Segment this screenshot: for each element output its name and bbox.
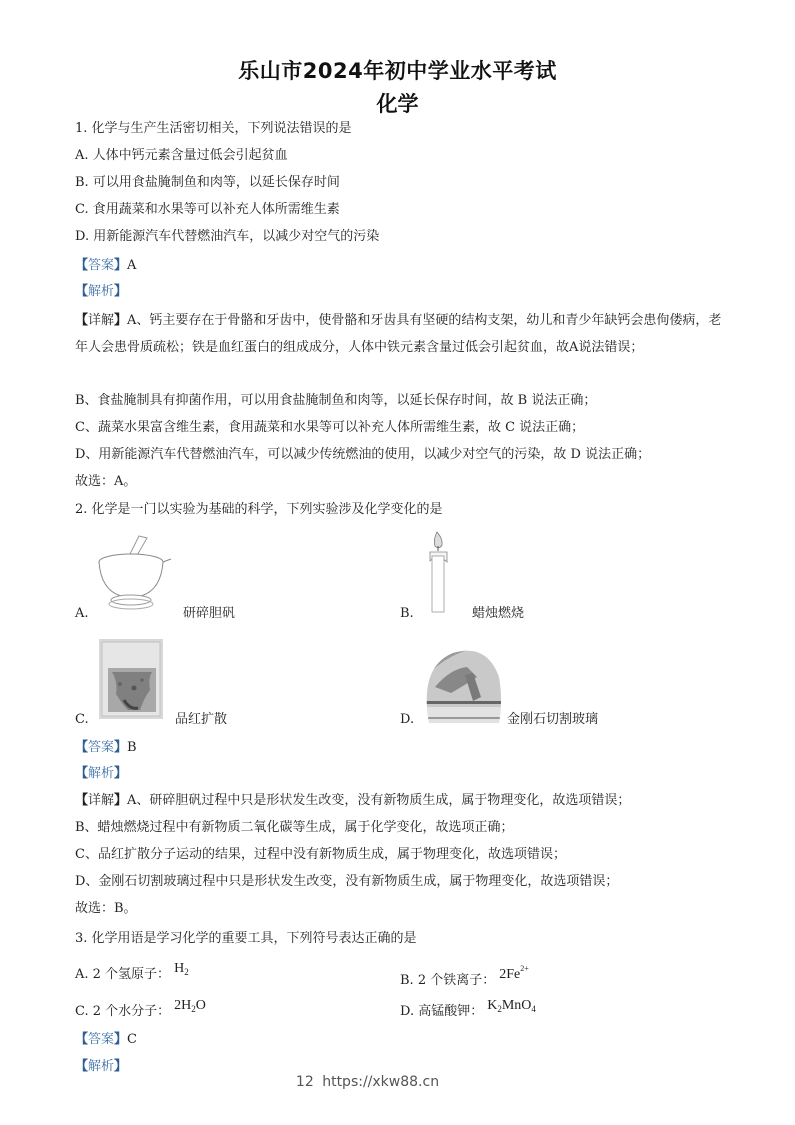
footer-link[interactable]: https://xkw88.cn — [322, 1074, 440, 1090]
q2-answer: 【答案】B — [75, 740, 137, 755]
q3-stem: 3. 化学用语是学习化学的重要工具，下列符号表达正确的是 — [75, 931, 417, 946]
q2-option-c-letter: C. — [75, 712, 89, 727]
q1-detail-d: D、用新能源汽车代替燃油汽车，可以减少传统燃油的使用，以减少对空气的污染，故 D 说法正确； — [75, 447, 651, 462]
q2-answer-value: B — [127, 740, 137, 755]
q3-answer-value: C — [127, 1032, 137, 1047]
q2-option-c-caption: 品红扩散 — [175, 712, 228, 727]
q2-analysis-heading: 【解析】 — [75, 766, 128, 781]
q1-detail-a: 【详解】A、钙主要存在于骨骼和牙齿中，使骨骼和牙齿具有坚硬的结构支架，幼儿和青少年缺钙会患佝偻病，老年人会患骨质疏松；铁是血红蛋白的组成成分，人体中铁元素含量过低会引起贫血，故A说法错误； — [75, 313, 722, 355]
q3-option-b: B. 2 个铁离子： $2Fe^{2+}$ — [400, 966, 529, 990]
q2-option-a-letter: A. — [75, 606, 89, 621]
q3-answer: 【答案】C — [75, 1032, 137, 1047]
q1-stem: 1. 化学与生产生活密切相关，下列说法错误的是 — [75, 121, 352, 136]
q2-detail-a: 【详解】A、研碎胆矾过程中只是形状发生改变，没有新物质生成，属于物理变化，故选项错误； — [75, 793, 631, 808]
q2-detail-c: C、品红扩散分子运动的结果，过程中没有新物质生成，属于物理变化，故选项错误； — [75, 847, 566, 862]
q2-option-b-caption: 蜡烛燃烧 — [472, 606, 525, 621]
formula-2fe2plus: $2Fe^{2+}$ — [499, 964, 529, 982]
page-number: 12 — [295, 1074, 314, 1090]
page-footer — [0, 1074, 795, 1090]
answer-label: 答案 — [88, 258, 115, 273]
beaker-diffusion-icon — [98, 638, 164, 720]
q3-option-d: D. 高锰酸钾： $K_2MnO_4$ — [400, 998, 536, 1019]
q2-option-d-caption: 金刚石切割玻璃 — [507, 712, 599, 727]
q2-option-b-letter: B. — [400, 606, 414, 621]
formula-k2mno4: $K_2MnO_4$ — [487, 998, 536, 1014]
q2-option-a-caption: 研碎胆矾 — [183, 606, 236, 621]
q1-option-a: A. 人体中钙元素含量过低会引起贫血 — [75, 148, 288, 163]
formula-h2: $H_2$ — [174, 961, 189, 977]
q1-conclusion: 故选：A。 — [75, 474, 137, 489]
document-subject: 化学 — [376, 92, 419, 116]
formula-2h2o: $2H_2O$ — [174, 998, 206, 1014]
q1-option-c: C. 食用蔬菜和水果等可以补充人体所需维生素 — [75, 202, 340, 217]
q2-stem: 2. 化学是一门以实验为基础的科学，下列实验涉及化学变化的是 — [75, 502, 443, 517]
q2-option-d-letter: D. — [400, 712, 415, 727]
q1-analysis-heading: 【解析】 — [75, 284, 128, 299]
q3-analysis-heading: 【解析】 — [75, 1059, 128, 1074]
q3-option-c: C. 2 个水分子： $2H_2O$ — [75, 998, 206, 1019]
q2-detail-b: B、蜡烛燃烧过程中有新物质二氧化碳等生成，属于化学变化，故选项正确； — [75, 820, 514, 835]
q2-conclusion: 故选：B。 — [75, 901, 137, 916]
q1-answer: 【答案】A — [75, 258, 137, 273]
q1-detail-b: B、食盐腌制具有抑菌作用，可以用食盐腌制鱼和肉等，以延长保存时间，故 B 说法正确； — [75, 393, 597, 408]
glass-cutting-icon — [425, 647, 503, 727]
analysis-label: 解析 — [88, 284, 115, 299]
detail-label: 详解 — [88, 313, 115, 328]
q1-detail-c: C、蔬菜水果富含维生素，食用蔬菜和水果等可以补充人体所需维生素，故 C 说法正确； — [75, 420, 585, 435]
q2-detail-d: D、金刚石切割玻璃过程中只是形状发生改变，没有新物质生成，属于物理变化，故选项错误； — [75, 874, 619, 889]
q1-option-b: B. 可以用食盐腌制鱼和肉等，以延长保存时间 — [75, 175, 340, 190]
candle-icon — [425, 530, 455, 615]
q3-option-a: A. 2 个氢原子： $H_2$ — [75, 961, 189, 982]
q1-answer-value: A — [127, 258, 137, 273]
q1-option-d: D. 用新能源汽车代替燃油汽车，以减少对空气的污染 — [75, 229, 380, 244]
document-title: 乐山市2024年初中学业水平考试 — [238, 59, 557, 83]
mortar-pestle-icon — [95, 532, 173, 612]
